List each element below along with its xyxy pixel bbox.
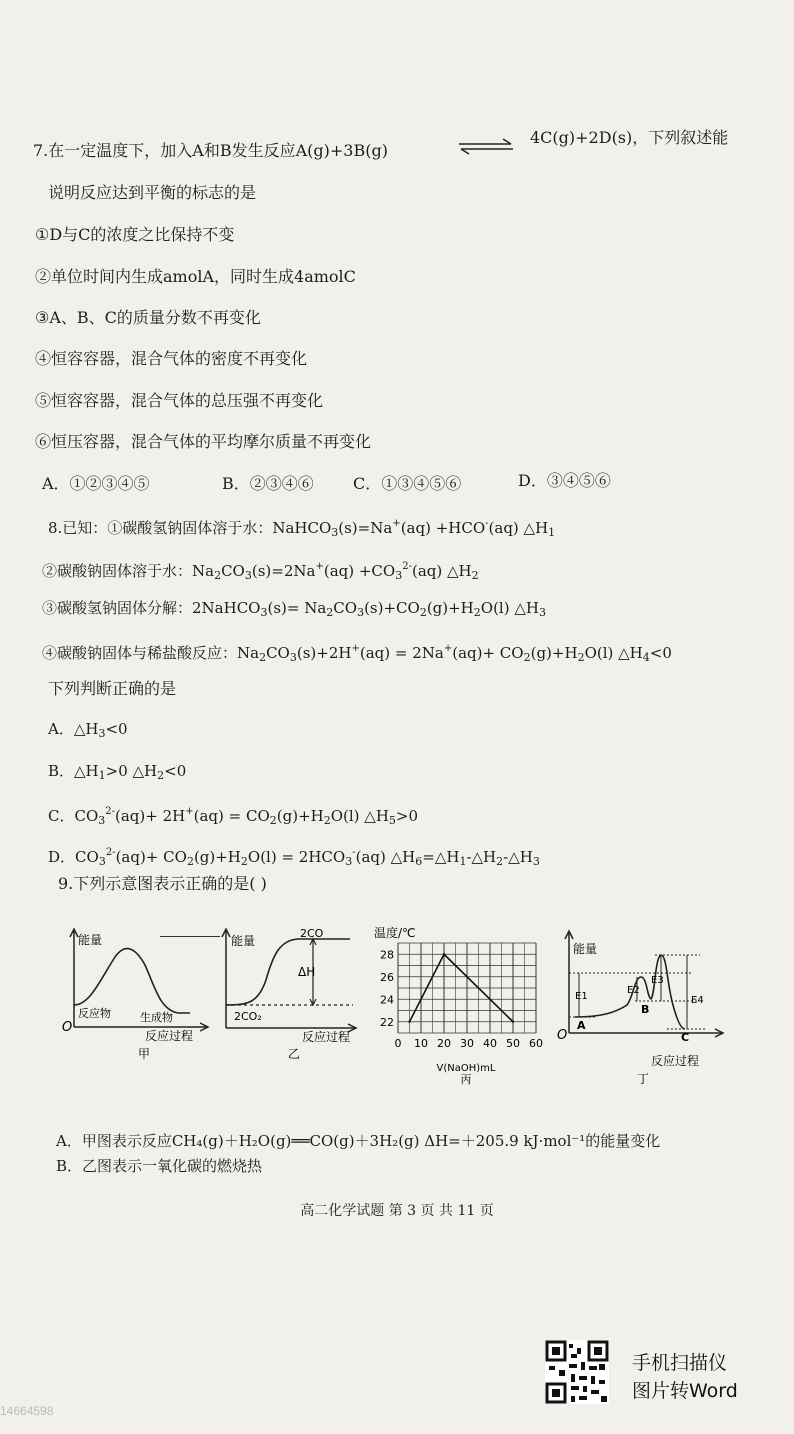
figure-ding — [555, 925, 735, 1085]
ding-e1-label: E1 — [575, 991, 588, 1002]
q7-option-b[interactable]: B．②③④⑥ — [222, 474, 314, 493]
yi-ylabel: 能量 — [231, 934, 256, 948]
q7-option-c[interactable]: C．①③④⑤⑥ — [353, 474, 462, 493]
x-tick-label: 30 — [460, 1037, 474, 1050]
bing-xlabel: V(NaOH)mL — [436, 1063, 496, 1074]
q7-stem-line2 — [48, 182, 256, 204]
jia-xlabel: 反应过程 — [145, 1029, 194, 1043]
yi-delta-label: ΔH — [298, 965, 316, 979]
ding-ylabel: 能量 — [573, 942, 598, 956]
q7-option-a[interactable]: A．①②③④⑤ — [42, 474, 150, 493]
image-id-text: 14664598 — [0, 1404, 54, 1418]
watermark-line-2: 图片转Word — [632, 1380, 738, 1402]
ding-caption: 丁 — [637, 1072, 650, 1085]
q9-option-a[interactable]: A．甲图表示反应CH₄(g)＋H₂O(g)══CO(g)＋3H₂(g) ΔH=＋205.9 kJ·mol⁻¹的能量变化 — [56, 1132, 661, 1150]
data-point — [512, 1021, 514, 1023]
ding-xlabel: 反应过程 — [651, 1054, 700, 1068]
x-tick-label: 20 — [437, 1037, 451, 1050]
q7-item-3: ③A、B、C的质量分数不再变化 — [35, 308, 261, 327]
jia-origin-label: O — [62, 1020, 73, 1035]
q7-stem-line1b — [530, 127, 728, 149]
q7-stem-line1 — [33, 140, 388, 162]
jia-ylabel: 能量 — [78, 933, 103, 947]
q8-ask: 下列判断正确的是 — [48, 679, 177, 698]
yi-top-label: 2CO — [300, 927, 324, 940]
y-tick-label: 28 — [380, 948, 394, 962]
yi-bottom-label: 2CO₂ — [234, 1010, 262, 1023]
y-tick-label: 24 — [380, 993, 394, 1007]
q8-option-a[interactable]: A．$\triangle H_3<0$ — [48, 720, 128, 740]
q7-stem-a: 7.在一定温度下，加入A和B发生反应A(g)+3B(g) — [33, 141, 388, 160]
q8-option-d[interactable]: D．$CO_3^{2-}(aq)+ CO_2(g)+H_2O(l) = 2HCO_3^-(aq)$ $\triangle H_6=\triangle H_1-\triangle H_2-\triangle H_3$ — [48, 847, 540, 868]
q7-option-d[interactable]: D．③④⑤⑥ — [518, 471, 611, 490]
ding-e2-label: E2 — [627, 985, 640, 996]
ding-c-label: C — [681, 1031, 690, 1044]
q7-item-6: ⑥恒压容器，混合气体的平均摩尔质量不再变化 — [35, 432, 372, 451]
jia-caption: 甲 — [138, 1047, 151, 1061]
ding-e4-label: E4 — [691, 995, 704, 1006]
ding-origin-label: O — [557, 1028, 568, 1043]
bing-ylabel: 温度/℃ — [374, 926, 416, 940]
q7-item-2: ②单位时间内生成amolA，同时生成4amolC — [35, 267, 356, 286]
y-tick-label: 26 — [380, 970, 394, 984]
figure-yi — [218, 925, 368, 1065]
yi-caption: 乙 — [288, 1047, 301, 1061]
page-footer: 高二化学试题 第 3 页 共 11 页 — [300, 1203, 494, 1219]
x-tick-label: 50 — [506, 1037, 520, 1050]
equilibrium-arrow-icon — [455, 136, 517, 158]
ding-b-label: B — [641, 1003, 650, 1016]
q7-stem-c: 说明反应达到平衡的标志的是 — [48, 183, 257, 202]
q8-option-c[interactable]: C．$CO_3^{2-}(aq)+ 2H^+(aq) = CO_2(g)+H_2O(l)$ $\triangle H_5>0$ — [48, 806, 419, 827]
qr-code-icon — [545, 1340, 609, 1404]
q7-item-4: ④恒容容器，混合气体的密度不再变化 — [35, 349, 308, 368]
q9-stem: 9.下列示意图表示正确的是( ) — [58, 874, 267, 893]
x-tick-label: 10 — [414, 1037, 428, 1050]
figure-separator-line — [160, 936, 220, 937]
q8-option-b[interactable]: B．$\triangle H_1>0$ $\triangle H_2<0$ — [48, 762, 187, 782]
figure-jia — [60, 925, 220, 1065]
q7-stem-b: 4C(g)+2D(s)，下列叙述能 — [530, 128, 729, 147]
q7-item-5: ⑤恒容容器，混合气体的总压强不再变化 — [35, 391, 324, 410]
q8-line-1: 8.已知：①碳酸氢钠固体溶于水：NaHCO$_3$(s)=Na+(aq) +HCO-(aq) $\triangle H_1$ — [48, 518, 556, 539]
x-tick-label: 0 — [394, 1037, 402, 1050]
x-tick-label: 40 — [483, 1037, 497, 1050]
q8-line-2: ②碳酸钠固体溶于水：$Na_2CO_3(s)=2Na^+(aq) +CO_3^{2-}(aq)$ $\triangle H_2$ — [42, 561, 479, 582]
figure-bing-chart — [368, 925, 548, 1085]
q9-option-b[interactable]: B．乙图表示一氧化碳的燃烧热 — [56, 1157, 263, 1175]
jia-product-label: 生成物 — [140, 1011, 173, 1024]
yi-xlabel: 反应过程 — [302, 1030, 351, 1044]
ding-e3-label: E3 — [651, 975, 664, 986]
bing-caption: 丙 — [460, 1073, 472, 1085]
data-point — [408, 1021, 410, 1023]
jia-reactant-label: 反应物 — [78, 1007, 111, 1020]
q8-line-4: ④碳酸钠固体与稀盐酸反应：$Na_2CO_3(s)+2H^+(aq) = 2Na^+(aq)+ CO_2(g)+H_2O(l)$ $\triangle H_4<0$ — [42, 643, 672, 664]
x-tick-label: 60 — [529, 1037, 543, 1050]
data-point — [443, 953, 445, 955]
watermark-line-1: 手机扫描仪 — [632, 1352, 728, 1374]
q8-line-3: ③碳酸氢钠固体分解：2NaHCO$_3$(s)= $Na_2CO_3(s)+CO_2(g)+H_2O(l)$ $\triangle H_3$ — [42, 599, 546, 619]
y-tick-label: 22 — [380, 1015, 394, 1029]
q7-item-1: ①D与C的浓度之比保持不变 — [35, 225, 235, 244]
ding-a-label: A — [577, 1019, 586, 1032]
